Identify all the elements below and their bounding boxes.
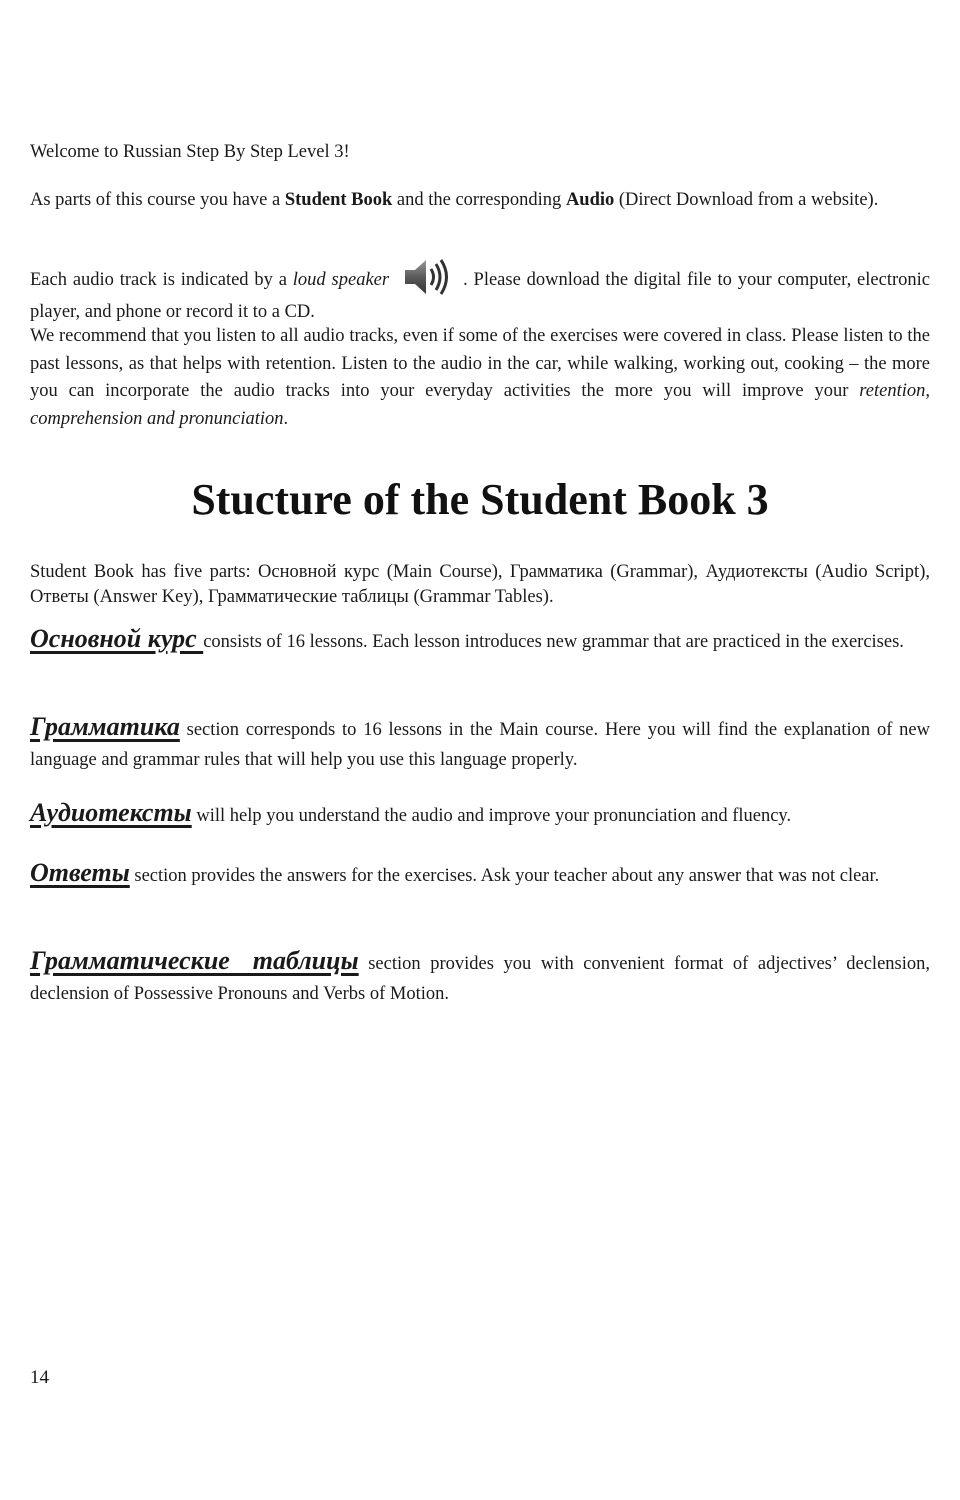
parts-intro: Student Book has five parts: Основной курс (Main Course), Грамматика (Grammar), Аудиотексты (Audio Script), Ответы (Answer Key), Грамматические таблицы (Grammar Tables). [30, 562, 930, 607]
term-grammar-tables: Грамматические таблицы [30, 946, 359, 975]
section-answer-key [30, 858, 879, 891]
text: As parts of this course you have a [30, 190, 285, 210]
recommendation-paragraph [30, 323, 930, 433]
retention-italic: retention, comprehension and pronunciation [30, 381, 930, 429]
text: . Please download the digital file to your computer, electronic player, and phone or record it to a CD. [30, 270, 930, 322]
text: . [283, 408, 289, 429]
section-text: section corresponds to 16 lessons in the Main course. Here you will find the explanation of new language and grammar rules that will help you use this language properly. [30, 720, 930, 770]
text: Each audio track is indicated by a [30, 270, 293, 290]
audio-track-paragraph [30, 255, 930, 327]
text: (Direct Download from a website). [614, 190, 879, 210]
loud-speaker-italic: loud speaker [292, 270, 390, 290]
section-text: section provides you with convenient format of adjectives’ declension, declension of Possessive Pronouns and Verbs of Motion. [30, 954, 930, 1004]
section-main-course [30, 624, 904, 657]
term-main-course: Основной курс [30, 624, 204, 653]
section-title: Stucture of the Student Book 3 [191, 475, 769, 524]
course-materials-paragraph [30, 187, 878, 215]
section-text: consists of 16 lessons. Each lesson introduces new grammar that are practiced in the exercises. [203, 632, 904, 652]
welcome-line: Welcome to Russian Step By Step Level 3! [30, 142, 350, 162]
text: and the corresponding [392, 190, 566, 210]
student-book-bold: Student Book [284, 190, 393, 210]
page-number: 14 [30, 1367, 49, 1388]
term-audio-script: Аудиотексты [30, 798, 192, 827]
section-text: will help you understand the audio and improve your pronunciation and fluency. [191, 806, 792, 826]
speaker-icon [399, 255, 459, 299]
audio-bold: Audio [565, 190, 615, 210]
section-grammar [30, 712, 930, 775]
section-text: section provides the answers for the exercises. Ask your teacher about any answer that was not clear. [129, 866, 880, 886]
term-grammar: Грамматика [30, 712, 180, 741]
section-grammar-tables [30, 946, 930, 1009]
section-audio-script [30, 798, 791, 831]
term-answer-key: Ответы [30, 858, 130, 887]
text: We recommend that you listen to all audio tracks, even if some of the exercises were covered in class. Please listen to the past lessons, as that helps with retention. Listen to the audio in the car, while walking, working out, cooking – the more you can incorporate the audio tracks into your everyday activities the more you will improve your [30, 326, 930, 401]
